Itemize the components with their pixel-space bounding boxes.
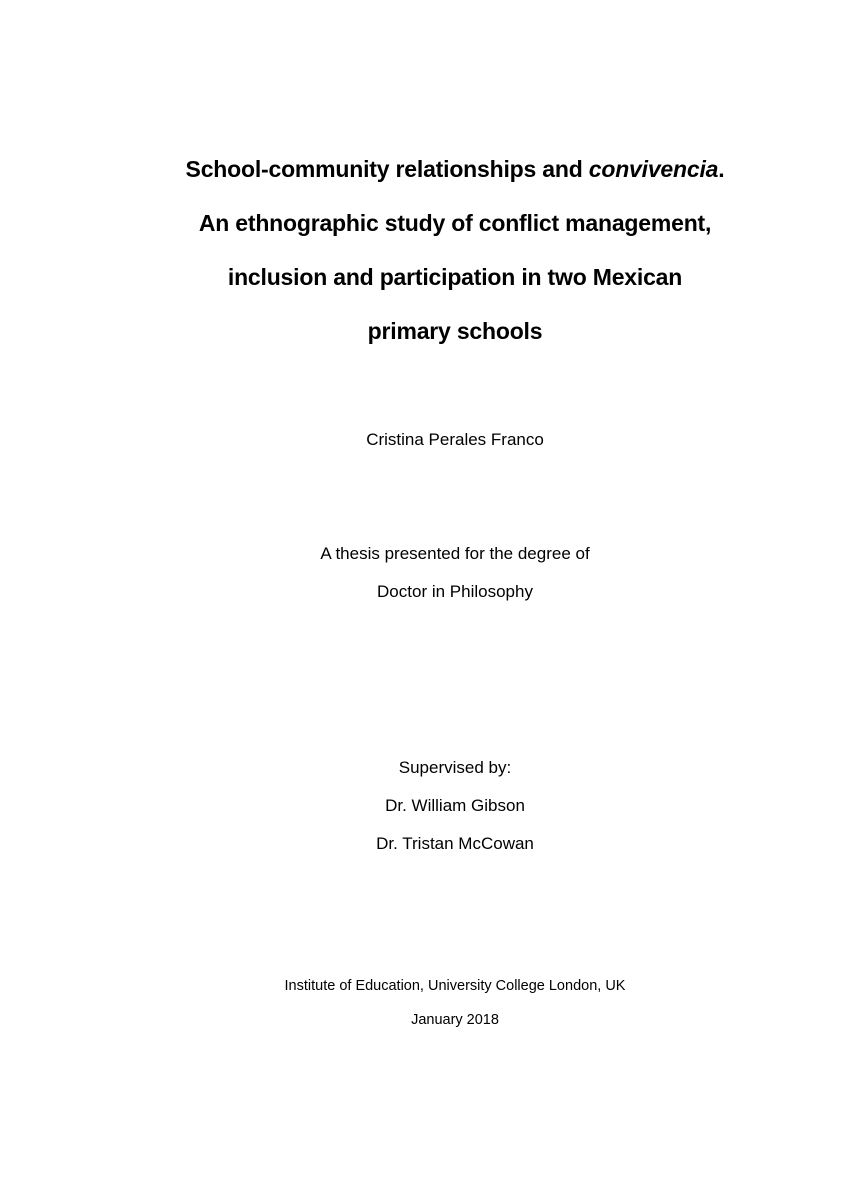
title-line-3: inclusion and participation in two Mexican — [227, 264, 683, 290]
supervisor-name: Dr. William Gibson — [385, 796, 525, 815]
title-line-4: primary schools — [367, 318, 543, 344]
degree-line-1: A thesis presented for the degree of — [320, 544, 590, 563]
submission-date: January 2018 — [411, 1012, 499, 1028]
title-italic-term: convivencia — [588, 156, 719, 182]
degree-line-2: Doctor in Philosophy — [377, 582, 533, 601]
institution-block — [60, 969, 850, 1037]
degree-statement — [60, 535, 850, 611]
thesis-title — [60, 142, 850, 358]
title-line-2: An ethnographic study of conflict management, — [198, 210, 712, 236]
title-line-1-prefix: School-community relationships and — [185, 156, 589, 182]
author-name: Cristina Perales Franco — [366, 430, 544, 449]
supervision-block — [60, 749, 850, 863]
supervisor-name: Dr. Tristan McCowan — [376, 834, 534, 853]
title-line-1 — [60, 142, 850, 196]
institution-name: Institute of Education, University College London, UK — [284, 978, 626, 994]
supervised-by-heading: Supervised by: — [398, 758, 512, 777]
title-line-1-suffix: . — [718, 156, 725, 182]
